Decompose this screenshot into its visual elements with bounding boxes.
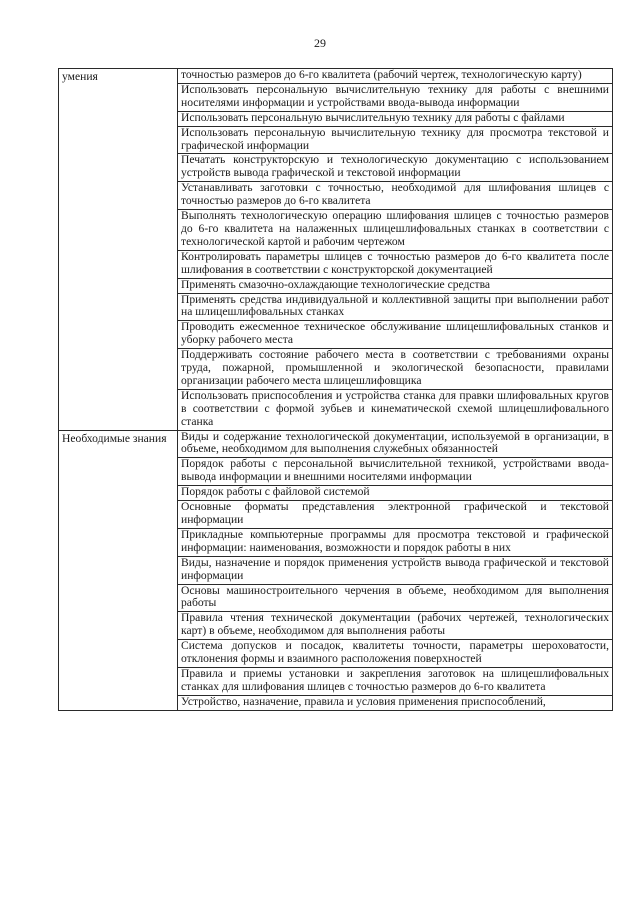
section-label-cell (59, 430, 178, 710)
requirement-item: Виды и содержание технологической документации, используемой в организации, в объеме, необходимом для выполнения служебных обязанностей (178, 430, 613, 458)
requirement-item: Использовать персональную вычислительную технику для работы с внешними носителями информации и устройствами ввода-вывода информации (178, 83, 613, 111)
requirement-item: Контролировать параметры шлицев с точностью размеров до 6-го квалитета после шлифования в соответствии с конструкторской документацией (178, 250, 613, 278)
table-row (59, 430, 613, 458)
requirement-item: Поддерживать состояние рабочего места в соответствии с требованиями охраны труда, пожарной, промышленной и экологической безопасности, правилами организации рабочего места шлицешлифовщика (178, 349, 613, 390)
requirement-item: Правила чтения технической документации (рабочих чертежей, технологических карт) в объеме, необходимом для выполнения работы (178, 612, 613, 640)
requirement-item: Использовать персональную вычислительную технику для работы с файлами (178, 111, 613, 126)
requirement-item: Применять средства индивидуальной и коллективной защиты при выполнении работ на шлицешлифовальных станках (178, 293, 613, 321)
requirement-item: Порядок работы с файловой системой (178, 486, 613, 501)
requirement-item: Основные форматы представления электронной графической и текстовой информации (178, 501, 613, 529)
requirement-item: Порядок работы с персональной вычислительной техникой, устройствами ввода-вывода информации и внешними носителями информации (178, 458, 613, 486)
requirements-table (58, 68, 613, 711)
section-label-cell (59, 69, 178, 431)
requirement-item: Устанавливать заготовки с точностью, необходимой для шлифования шлицев с точностью размеров до 6-го квалитета (178, 182, 613, 210)
requirement-item: Печатать конструкторскую и технологическую документацию с использованием устройств вывода графической и текстовой информации (178, 154, 613, 182)
requirement-item: Правила и приемы установки и закрепления заготовок на шлицешлифовальных станках для шлифования шлицев с точностью размеров до 6-го квалитета (178, 667, 613, 695)
requirement-item: точностью размеров до 6-го квалитета (рабочий чертеж, технологическую карту) (178, 69, 613, 84)
requirement-item: Применять смазочно-охлаждающие технологические средства (178, 278, 613, 293)
section-label: умения (62, 70, 98, 83)
page-number: 29 (314, 36, 326, 50)
table-row (59, 69, 613, 84)
requirement-item: Проводить ежесменное техническое обслуживание шлицешлифовальных станков и уборку рабочего места (178, 321, 613, 349)
section-label: Необходимые знания (62, 431, 167, 445)
requirement-item: Прикладные компьютерные программы для просмотра текстовой и графической информации: наименования, возможности и порядок работы в них (178, 528, 613, 556)
requirement-item: Выполнять технологическую операцию шлифования шлицев с точностью размеров до 6-го квалитета на налаженных шлицешлифовальных станках в соответствии с технологической картой и рабочим чертежом (178, 210, 613, 251)
requirement-item: Виды, назначение и порядок применения устройств вывода графической и текстовой информации (178, 556, 613, 584)
requirement-item: Устройство, назначение, правила и условия применения приспособлений, (178, 695, 613, 710)
requirement-item: Основы машиностроительного черчения в объеме, необходимом для выполнения работы (178, 584, 613, 612)
requirement-item: Использовать персональную вычислительную технику для просмотра текстовой и графической информации (178, 126, 613, 154)
requirement-item: Система допусков и посадок, квалитеты точности, параметры шероховатости, отклонения формы и взаимного расположения поверхностей (178, 640, 613, 668)
requirement-item: Использовать приспособления и устройства станка для правки шлифовальных кругов в соответствии с формой зубьев и кинематической схемой шлицешлифовального станка (178, 389, 613, 430)
